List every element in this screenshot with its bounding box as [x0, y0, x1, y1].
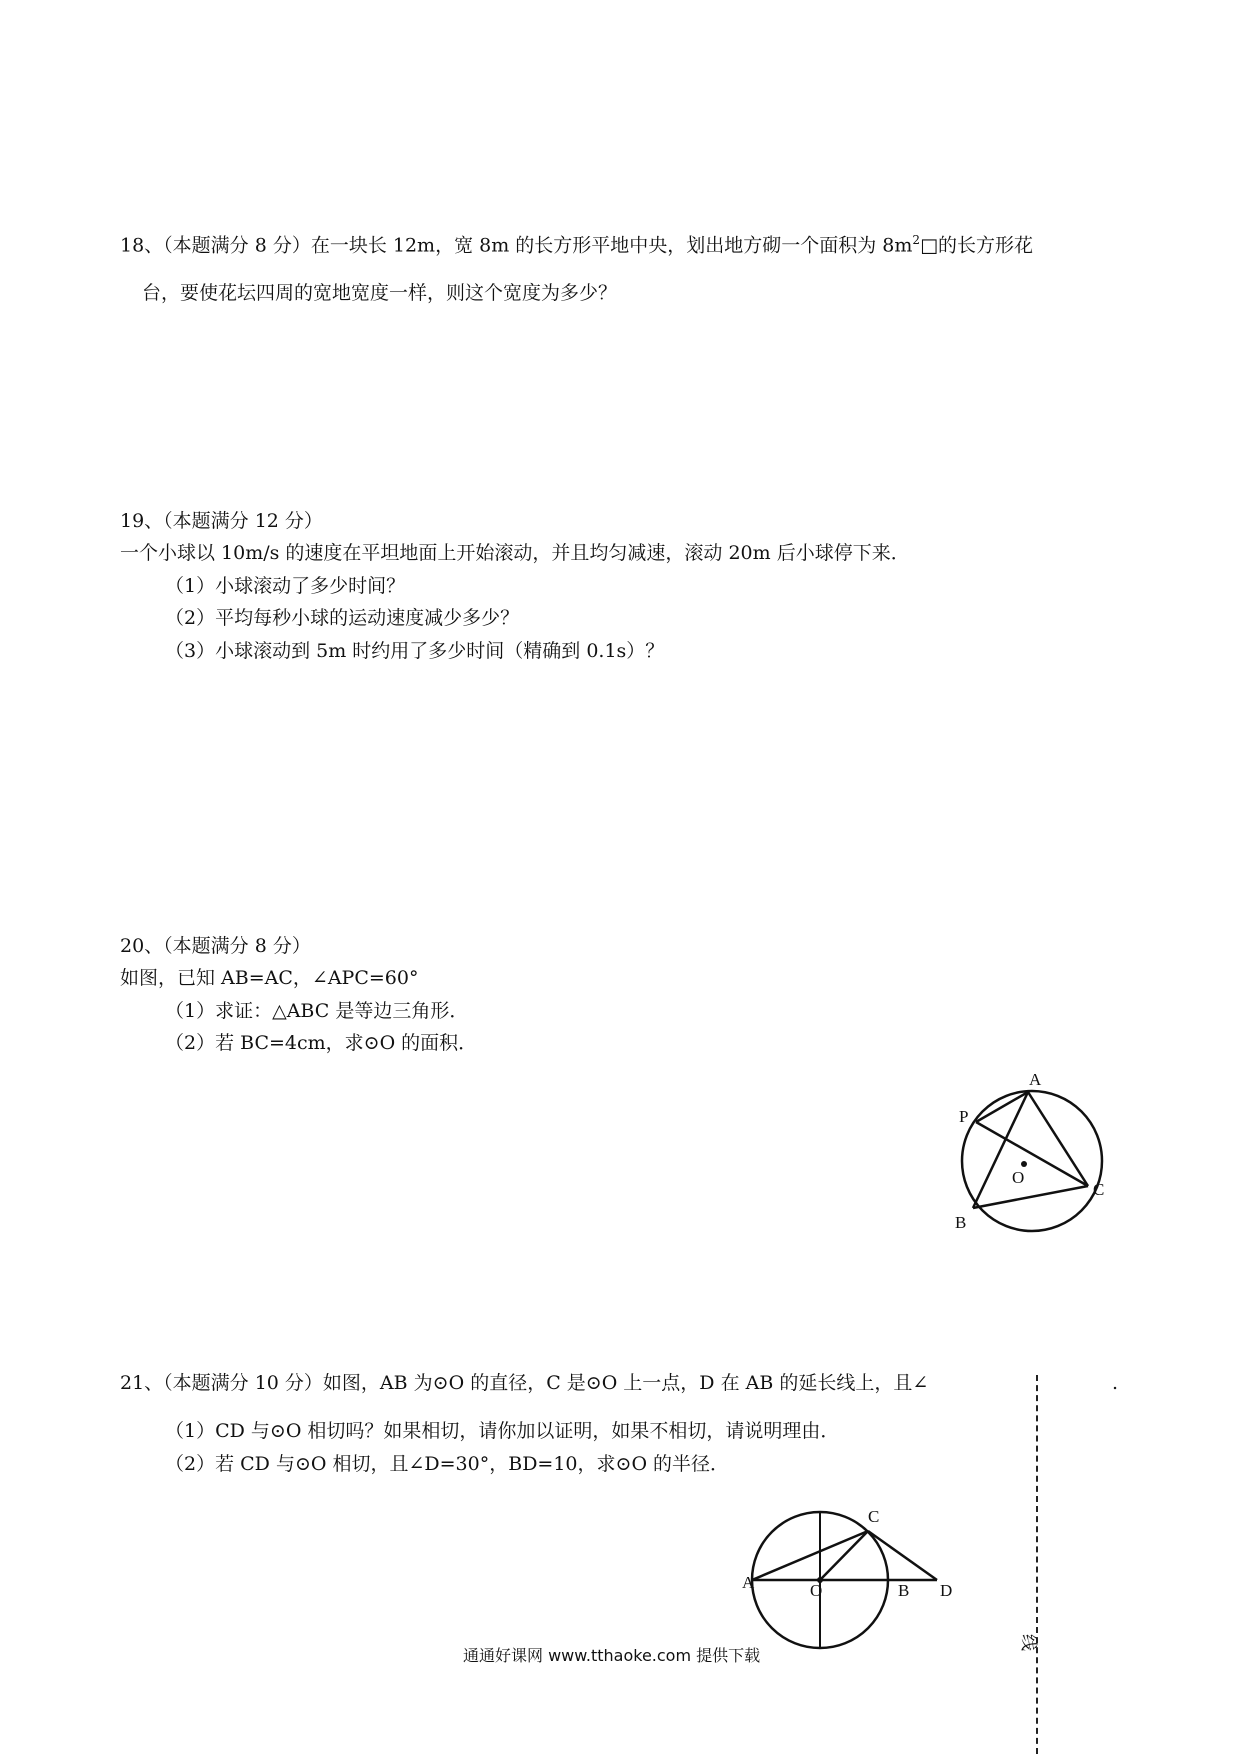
q21-label-a: A — [742, 1573, 755, 1592]
q21-label-c: C — [868, 1507, 880, 1526]
q21-part-1: （1）CD 与⊙O 相切吗？如果相切，请你加以证明，如果不相切，请说明理由． — [165, 1420, 840, 1442]
q20-label-c: C — [1093, 1180, 1105, 1199]
q19-part-3: （3）小球滚动到 5m 时约用了多少时间（精确到 0.1s）？ — [165, 640, 665, 662]
q21-line-oc — [820, 1531, 868, 1580]
q20-line-ab — [973, 1092, 1028, 1208]
q20-header: 20、（本题满分 8 分） — [120, 935, 311, 957]
q19-part-1: （1）小球滚动了多少时间？ — [165, 575, 406, 597]
q20-line-bc — [973, 1186, 1088, 1208]
q19-part-2: （2）平均每秒小球的运动速度减少多少？ — [165, 607, 520, 629]
q20-circle-o — [962, 1091, 1105, 1231]
q20-label-a: A — [1029, 1070, 1042, 1089]
q20-circle-diagram — [945, 1065, 1125, 1245]
q21-stem-tail: . — [1112, 1372, 1119, 1394]
q20-line-pc — [976, 1122, 1088, 1186]
q21-stem: 21、（本题满分 10 分）如图，AB 为⊙O 的直径，C 是⊙O 上一点，D 在 AB 的延长线上，且∠ — [120, 1372, 929, 1394]
q18-line-2: 台，要使花坛四周的宽地宽度一样，则这个宽度为多少？ — [142, 282, 618, 304]
q20-label-p: P — [959, 1107, 969, 1126]
q21-line-cd — [868, 1531, 937, 1580]
q20-part-2: （2）若 BC=4cm，求⊙O 的面积． — [165, 1032, 478, 1054]
q20-center-dot — [1021, 1161, 1027, 1167]
footer-source: 通通好课网 www.tthaoke.com 提供下载 — [463, 1646, 761, 1665]
q19-stem: 一个小球以 10m/s 的速度在平坦地面上开始滚动，并且均匀减速，滚动 20m 后小球停下来． — [120, 542, 910, 564]
q21-label-b: B — [898, 1581, 910, 1600]
q21-circle-diagram — [735, 1500, 965, 1660]
q20-label-b: B — [955, 1213, 967, 1232]
q20-stem: 如图，已知 AB=AC，∠APC=60° — [120, 967, 419, 989]
q21-part-2: （2）若 CD 与⊙O 相切，且∠D=30°，BD=10，求⊙O 的半径． — [165, 1453, 730, 1475]
q19-header: 19、（本题满分 12 分） — [120, 510, 323, 532]
q18-line-1: 18、（本题满分 8 分）在一块长 12m，宽 8m 的长方形平地中央，划出地方砌一个面积为 $8m^2□$的长方形花 — [120, 233, 1034, 257]
q21-line-ac — [752, 1531, 868, 1580]
q20-line-ac — [1028, 1092, 1088, 1186]
q21-label-d: D — [940, 1581, 953, 1600]
binding-line-char: 线 — [1018, 1634, 1038, 1651]
q20-label-o: O — [1012, 1168, 1025, 1187]
binding-dashed-line — [1036, 1375, 1038, 1754]
q20-part-1: （1）求证：△ABC 是等边三角形． — [165, 1000, 469, 1022]
q21-label-o: O — [810, 1581, 823, 1600]
